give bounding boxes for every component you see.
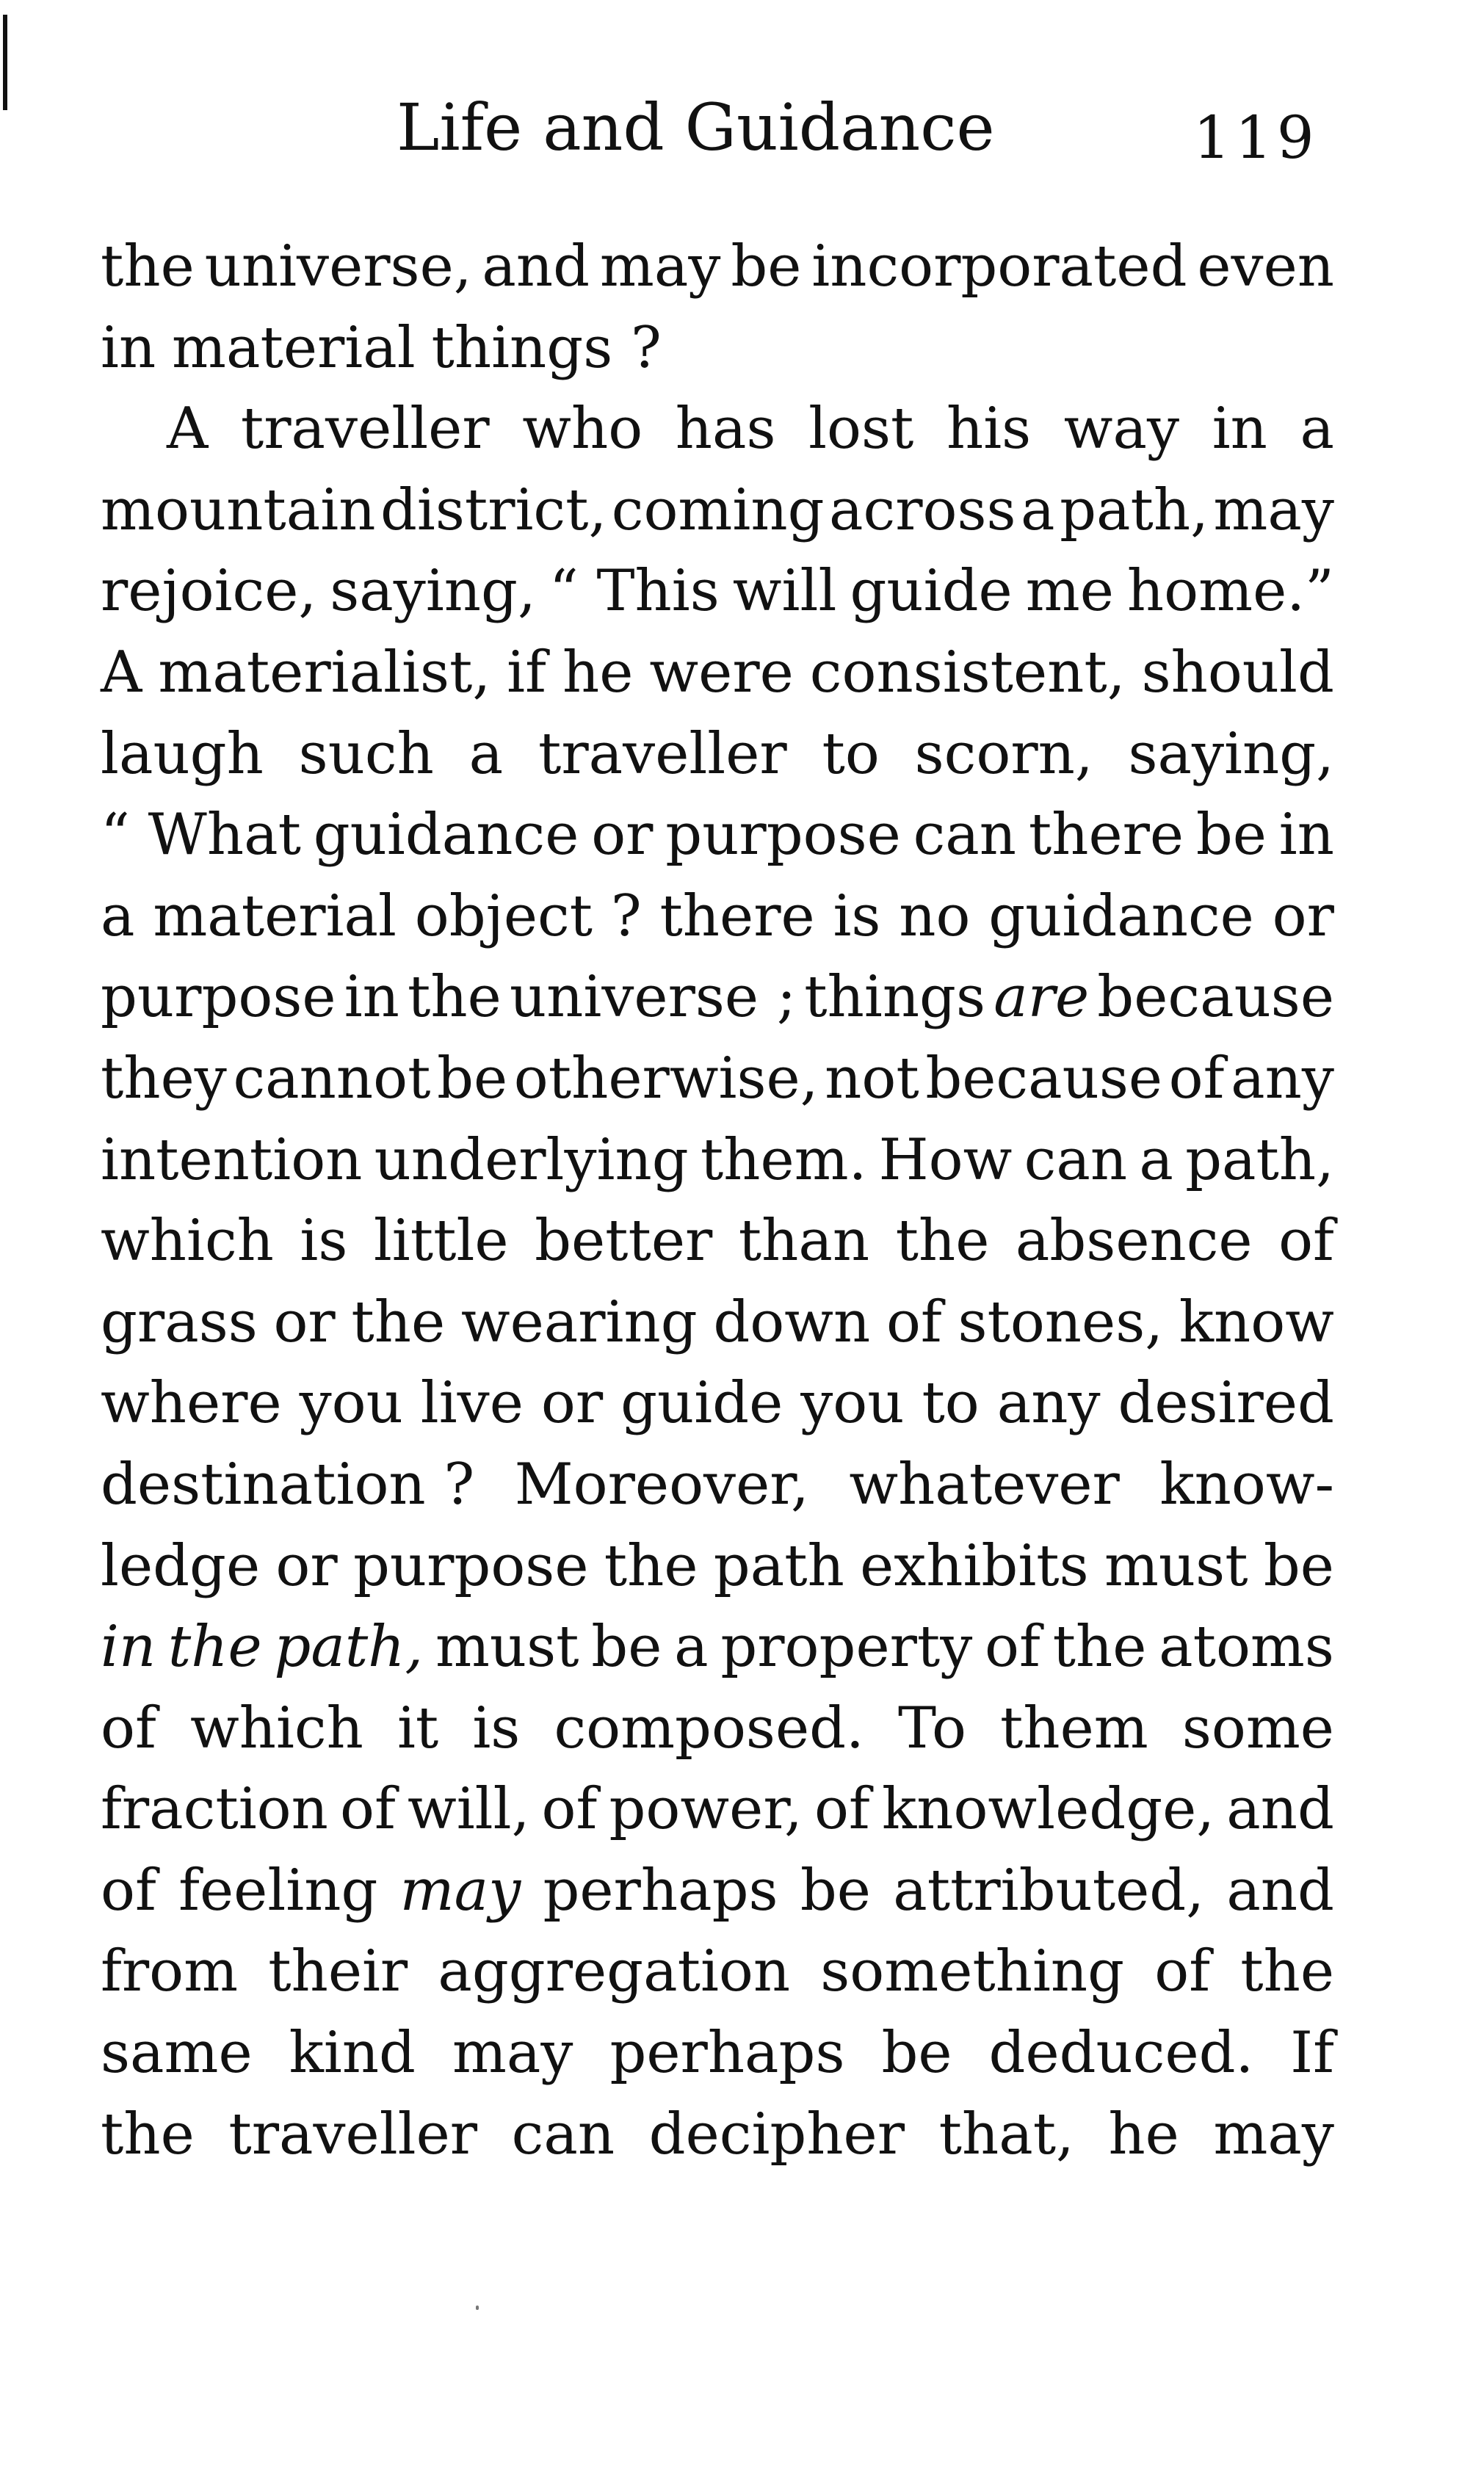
text-line xyxy=(101,714,1334,795)
word: Moreover, xyxy=(514,1451,809,1518)
word: who xyxy=(522,396,643,463)
word: across xyxy=(829,477,1016,543)
text-line xyxy=(101,1850,1334,1932)
word: perhaps xyxy=(543,1857,778,1924)
word: universe ; xyxy=(509,964,797,1031)
word: is xyxy=(472,1695,521,1761)
word: he xyxy=(1108,2101,1179,2167)
word: me xyxy=(1025,558,1114,625)
word: be xyxy=(591,1614,662,1681)
word: rejoice, xyxy=(101,558,317,625)
word: “ This xyxy=(549,558,720,625)
word: atoms xyxy=(1159,1614,1334,1681)
word: stones, xyxy=(958,1289,1164,1355)
word: be xyxy=(1263,1532,1334,1599)
word: How xyxy=(878,1126,1013,1193)
word: better xyxy=(535,1208,713,1275)
word: coming xyxy=(611,477,825,543)
word: may xyxy=(1213,477,1334,543)
word: that, xyxy=(938,2101,1074,2167)
word: from xyxy=(101,1938,239,2005)
text-line xyxy=(101,308,1334,389)
word: in xyxy=(101,1614,156,1681)
text-line xyxy=(101,876,1334,957)
word: and xyxy=(482,233,590,300)
word: and xyxy=(1226,1776,1334,1843)
word: them xyxy=(1000,1695,1148,1761)
word: of xyxy=(814,1776,870,1843)
word: of xyxy=(101,1857,156,1924)
body-text xyxy=(101,226,1334,2175)
word: same xyxy=(101,2020,253,2087)
word: of xyxy=(1168,1045,1225,1112)
word: know xyxy=(1179,1289,1334,1355)
word: materialist, xyxy=(158,639,491,706)
word: to xyxy=(922,1370,980,1437)
word: of xyxy=(886,1289,942,1355)
word: where xyxy=(101,1370,282,1437)
word: may xyxy=(399,1857,521,1924)
word: path, xyxy=(274,1614,424,1681)
word: or xyxy=(591,802,654,869)
word: or xyxy=(1272,883,1334,949)
word: are xyxy=(993,964,1090,1031)
word: property xyxy=(720,1614,973,1681)
word: of xyxy=(541,1776,598,1843)
word: If xyxy=(1290,2020,1334,2087)
word: way xyxy=(1063,396,1180,463)
word: knowledge, xyxy=(881,1776,1215,1843)
word: can xyxy=(1024,1126,1128,1193)
text-line xyxy=(101,2013,1334,2094)
word: absence xyxy=(1015,1208,1253,1275)
word: something xyxy=(820,1938,1125,2005)
word: traveller xyxy=(240,396,490,463)
word: them. xyxy=(700,1126,867,1193)
text-line xyxy=(101,794,1334,876)
word: kind xyxy=(289,2020,416,2087)
word: the xyxy=(101,2101,195,2167)
word: can xyxy=(913,802,1017,869)
running-title: Life and Guidance xyxy=(397,90,995,165)
word: be xyxy=(1195,802,1267,869)
word: material xyxy=(172,314,416,381)
word: mountain xyxy=(101,477,376,543)
text-line xyxy=(101,226,1334,308)
word: know- xyxy=(1159,1451,1334,1518)
word: aggregation xyxy=(438,1938,791,2005)
word: intention xyxy=(101,1126,363,1193)
word: in xyxy=(1278,802,1334,869)
word: things xyxy=(804,964,986,1031)
word: perhaps xyxy=(609,2020,845,2087)
word: home.” xyxy=(1126,558,1334,625)
word: a xyxy=(101,883,135,949)
word: be xyxy=(731,233,802,300)
text-line xyxy=(101,1444,1334,1526)
word: any xyxy=(996,1370,1101,1437)
word: down xyxy=(713,1289,871,1355)
text-line xyxy=(101,1931,1334,2013)
word: of xyxy=(339,1776,396,1843)
text-line xyxy=(101,957,1334,1038)
word: A xyxy=(167,396,209,463)
word: purpose xyxy=(101,964,336,1031)
word: or xyxy=(540,1370,604,1437)
word: the xyxy=(1240,1938,1334,2005)
word: the xyxy=(101,233,195,300)
word: he xyxy=(562,639,634,706)
word: universe, xyxy=(204,233,472,300)
word: may xyxy=(599,233,721,300)
word: destination ? xyxy=(101,1451,475,1518)
word: there xyxy=(1028,802,1184,869)
text-line xyxy=(101,1282,1334,1363)
word: desired xyxy=(1118,1370,1334,1437)
word: guidance xyxy=(313,802,579,869)
paper-speck xyxy=(476,2306,479,2310)
text-line xyxy=(101,1526,1334,1607)
word: no xyxy=(899,883,971,949)
text-line xyxy=(101,2094,1334,2176)
word: you xyxy=(800,1370,905,1437)
word: guidance xyxy=(988,883,1254,949)
word: the xyxy=(1052,1614,1147,1681)
text-line xyxy=(101,1363,1334,1444)
word: the xyxy=(895,1208,990,1275)
word: in xyxy=(1212,396,1267,463)
word: the xyxy=(408,964,502,1031)
word: you xyxy=(299,1370,403,1437)
word: their xyxy=(268,1938,408,2005)
word: in xyxy=(101,314,156,381)
word: path, xyxy=(1060,477,1209,543)
text-line xyxy=(101,1200,1334,1282)
word: it xyxy=(397,1695,439,1761)
word: A xyxy=(101,639,142,706)
word: which xyxy=(101,1208,274,1275)
word: will, xyxy=(407,1776,530,1843)
word: cannot xyxy=(233,1045,431,1112)
word: should xyxy=(1141,639,1334,706)
word: guide xyxy=(850,558,1013,625)
word: even xyxy=(1197,233,1334,300)
word: exhibits xyxy=(860,1532,1089,1599)
word: feeling xyxy=(178,1857,378,1924)
word: be xyxy=(881,2020,952,2087)
word: a xyxy=(1139,1126,1173,1193)
word: lost xyxy=(808,396,914,463)
text-line xyxy=(101,1769,1334,1850)
word: To xyxy=(897,1695,966,1761)
word: the xyxy=(604,1532,698,1599)
text-line xyxy=(101,632,1334,714)
text-line xyxy=(101,388,1334,470)
word: underlying xyxy=(374,1126,689,1193)
word: a xyxy=(674,1614,709,1681)
word: attributed, xyxy=(893,1857,1205,1924)
word: be xyxy=(437,1045,508,1112)
word: things ? xyxy=(431,314,662,381)
word: purpose xyxy=(665,802,901,869)
word: “ What xyxy=(101,802,301,869)
word: any xyxy=(1231,1045,1334,1112)
word: scorn, xyxy=(914,720,1093,787)
word: district, xyxy=(380,477,607,543)
word: or xyxy=(275,1532,338,1599)
word: fraction xyxy=(101,1776,328,1843)
word: otherwise, xyxy=(513,1045,819,1112)
word: which xyxy=(189,1695,363,1761)
word: a xyxy=(468,720,504,787)
word: must xyxy=(435,1614,579,1681)
word: laugh xyxy=(101,720,264,787)
word: if xyxy=(507,639,546,706)
word: deduced. xyxy=(988,2020,1254,2087)
word: some xyxy=(1181,1695,1334,1761)
word: or xyxy=(273,1289,336,1355)
word: of xyxy=(1154,1938,1211,2005)
word: traveller xyxy=(228,2101,478,2167)
word: path xyxy=(713,1532,844,1599)
word: decipher xyxy=(648,2101,905,2167)
word: live xyxy=(420,1370,524,1437)
word: and xyxy=(1226,1857,1334,1924)
word: has xyxy=(675,396,776,463)
word: can xyxy=(511,2101,615,2167)
word: ledge xyxy=(101,1532,261,1599)
word: his xyxy=(946,396,1032,463)
text-line xyxy=(101,551,1334,632)
word: a xyxy=(1021,477,1055,543)
word: be xyxy=(800,1857,871,1924)
word: purpose xyxy=(352,1532,589,1599)
word: consistent, xyxy=(809,639,1126,706)
word: not xyxy=(825,1045,919,1112)
word: of xyxy=(985,1614,1040,1681)
word: material xyxy=(153,883,397,949)
word: were xyxy=(649,639,794,706)
word: power, xyxy=(609,1776,803,1843)
word: may xyxy=(1213,2101,1334,2167)
word: in xyxy=(344,964,399,1031)
text-line xyxy=(101,470,1334,551)
word: is xyxy=(300,1208,348,1275)
word: the xyxy=(167,1614,262,1681)
page-number: 119 xyxy=(1193,104,1319,172)
word: will xyxy=(732,558,837,625)
word: because xyxy=(925,1045,1163,1112)
word: traveller xyxy=(538,720,787,787)
text-line xyxy=(101,1120,1334,1201)
word: path, xyxy=(1185,1126,1334,1193)
word: there xyxy=(659,883,815,949)
word: little xyxy=(373,1208,509,1275)
text-line xyxy=(101,1607,1334,1688)
word: than xyxy=(738,1208,870,1275)
word: composed. xyxy=(554,1695,864,1761)
word: may xyxy=(452,2020,573,2087)
word: is xyxy=(833,883,881,949)
word: saying, xyxy=(1128,720,1334,787)
word: they xyxy=(101,1045,227,1112)
text-line xyxy=(101,1688,1334,1770)
word: of xyxy=(1278,1208,1334,1275)
word: because xyxy=(1097,964,1334,1031)
word: grass xyxy=(101,1289,258,1355)
word: of xyxy=(101,1695,156,1761)
margin-rule xyxy=(3,15,7,110)
word: guide xyxy=(620,1370,783,1437)
word: object ? xyxy=(414,883,642,949)
text-line xyxy=(101,1038,1334,1120)
word: the xyxy=(351,1289,446,1355)
word: wearing xyxy=(460,1289,698,1355)
word: saying, xyxy=(330,558,536,625)
word: a xyxy=(1300,396,1334,463)
word: incorporated xyxy=(811,233,1187,300)
word: whatever xyxy=(849,1451,1120,1518)
word: to xyxy=(822,720,880,787)
word: must xyxy=(1104,1532,1248,1599)
word: such xyxy=(298,720,434,787)
